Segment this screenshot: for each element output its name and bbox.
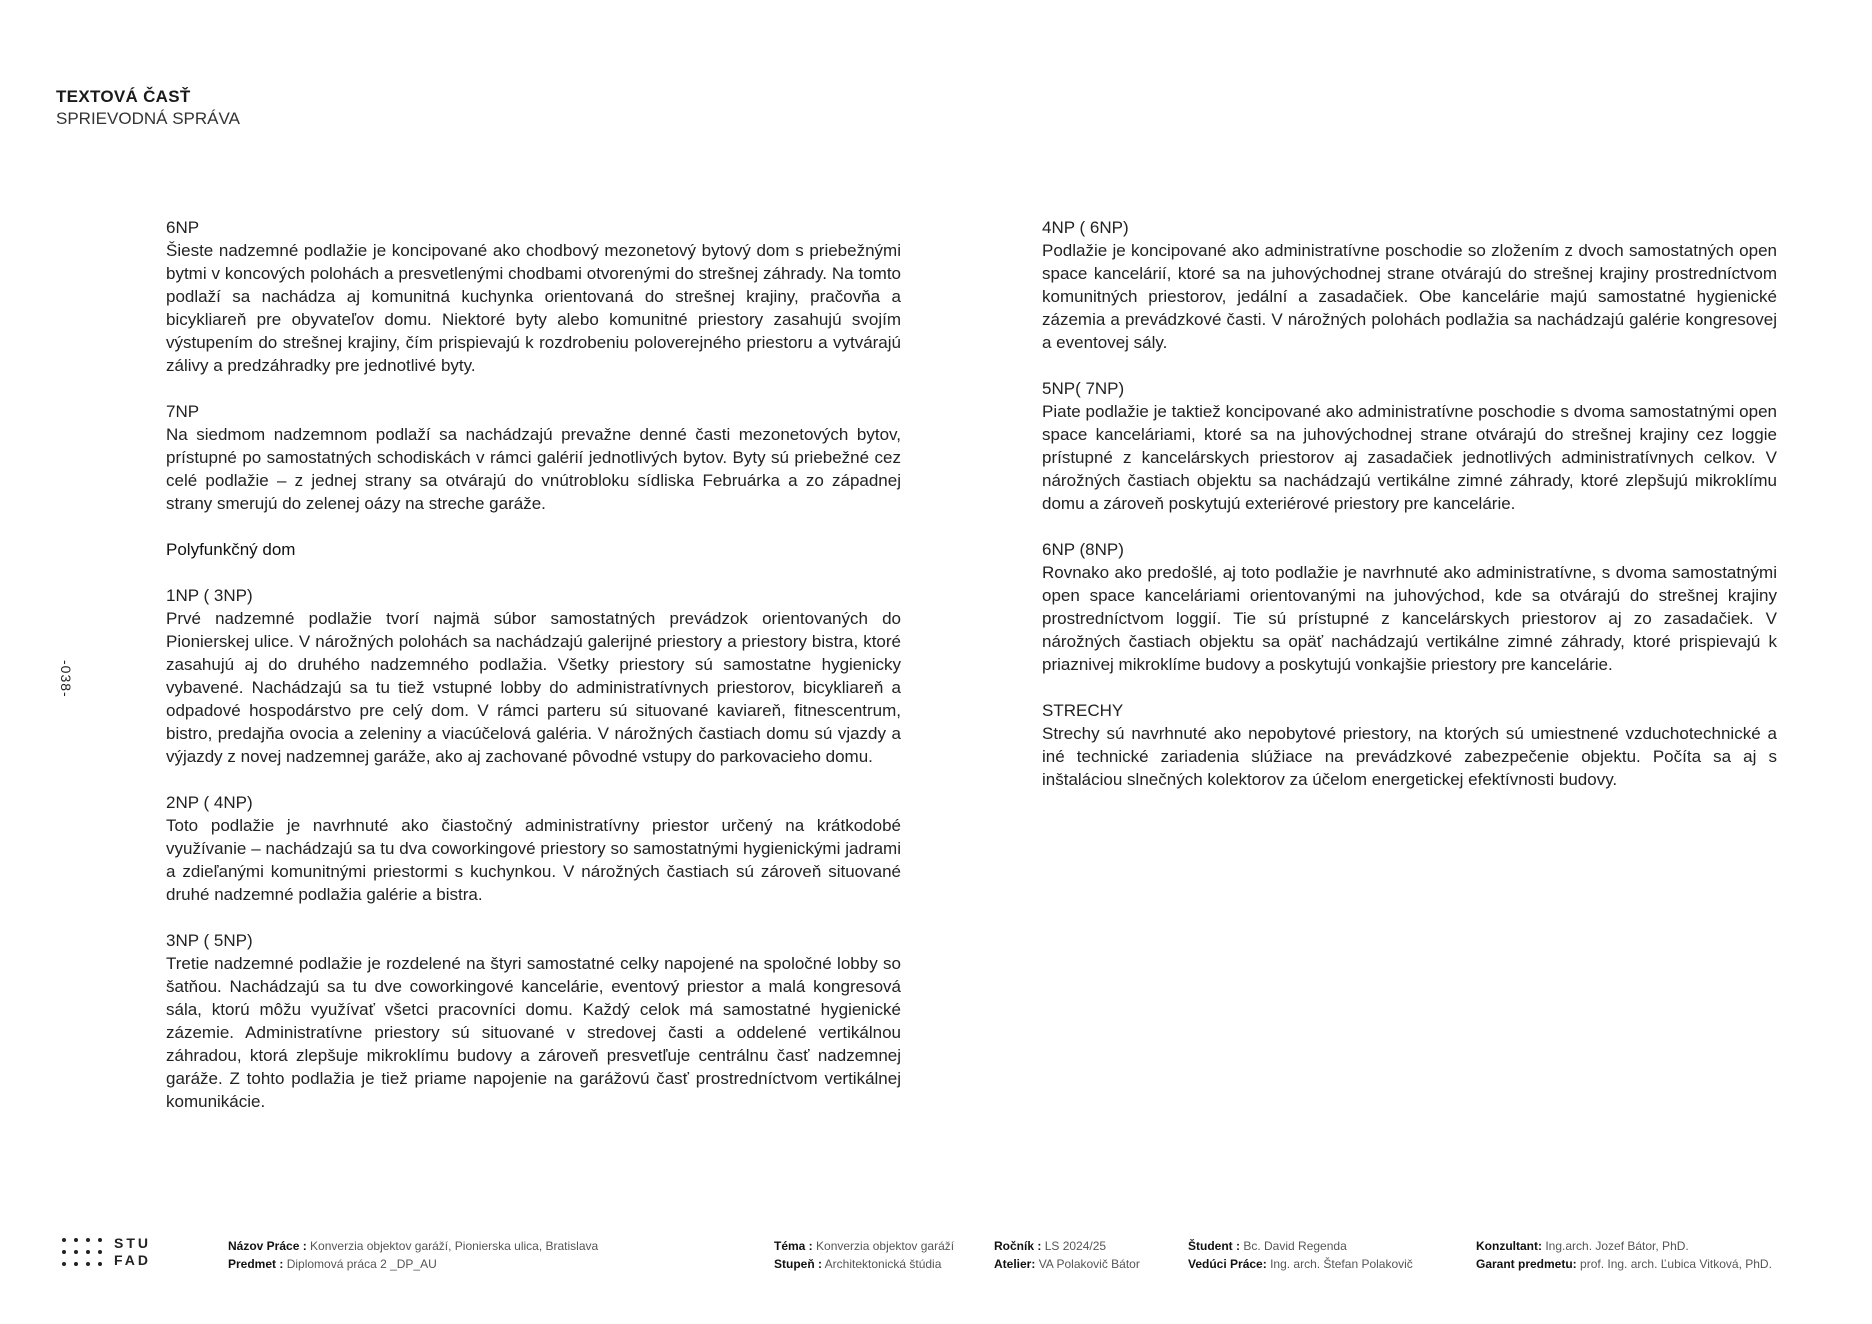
header-title: TEXTOVÁ ČASŤ (56, 87, 191, 106)
header-subtitle: SPRIEVODNÁ SPRÁVA (56, 109, 240, 128)
student-value: Bc. David Regenda (1243, 1239, 1347, 1253)
konzultant-value: Ing.arch. Jozef Bátor, PhD. (1545, 1239, 1689, 1253)
stu-fad-logo (62, 1234, 154, 1274)
section-text: Šieste nadzemné podlažie je koncipované ako chodbový mezonetový bytový dom s priebežnými bytmi v koncových polohách a presvetlenými chodbami otvorenými do strešnej záhrady. Na tomto podlaží sa nachádza aj komunitná kuchynka orientovaná do strešnej krajiny, pračovňa a bicykliareň pre obyvateľov domu. Niektoré byty alebo komunitné priestory zasahujú svojím výstupením do strešnej krajiny, čím prispievajú k rozdrobeniu poloverejného priestoru a vytvárajú zálivy a predzáhradky pre jednotlivé byty. (166, 241, 901, 375)
atelier-label: Atelier: (994, 1257, 1036, 1271)
section-text: Strechy sú navrhnuté ako nepobytové priestory, na ktorých sú umiestnené vzduchotechnické a iné technické zariadenia slúžiace na prevádzkové zabezpečenie objektu. Počíta sa aj s inštaláciou slnečných kolektorov za účelom energetickej efektívnosti budovy. (1042, 724, 1777, 789)
student-label: Študent : (1188, 1239, 1240, 1253)
section-7np (166, 400, 901, 515)
garant-label: Garant predmetu: (1476, 1257, 1577, 1271)
section-1np (166, 584, 901, 768)
section-heading: 4NP ( 6NP) (1042, 218, 1129, 237)
logo-line1: STU (114, 1235, 151, 1251)
predmet-label: Predmet : (228, 1257, 284, 1271)
nazov-label: Názov Práce : (228, 1239, 307, 1253)
page-number: -038- (58, 660, 74, 698)
predmet-value: Diplomová práca 2 _DP_AU (286, 1257, 437, 1271)
section-3np (166, 929, 901, 1113)
right-column (1042, 216, 1777, 814)
nazov-value: Konverzia objektov garáží, Pionierska ulica, Bratislava (310, 1239, 599, 1253)
polyfunkcny-dom-heading: Polyfunkčný dom (166, 540, 296, 559)
footer-nazov-predmet (228, 1237, 598, 1273)
section-text: Na siedmom nadzemnom podlaží sa nachádzajú prevažne denné časti mezonetových bytov, prístupné po samostatných schodiskách v rámci galérií jednotlivých bytov. Byty sú priebežné cez celé podlažie – z jednej strany sa otvárajú do vnútrobloku sídliska Februárka a zo západnej strany smerujú do zelenej oázy na streche garáže. (166, 425, 901, 513)
stupen-value: Architektonická štúdia (824, 1257, 942, 1271)
section-text: Toto podlažie je navrhnuté ako čiastočný administratívny priestor určený na krátkodobé využívanie – nachádzajú sa tu dva coworkingové priestory so samostatnými hygienickými jadrami a zdieľanými komunitnými priestormi s kuchynkou. V nárožných častiach sú zároveň situované druhé nadzemné podlažia galérie a bistra. (166, 816, 901, 904)
section-heading: 2NP ( 4NP) (166, 793, 253, 812)
footer (0, 1234, 1872, 1274)
section-5np (1042, 377, 1777, 515)
stupen-label: Stupeň : (774, 1257, 822, 1271)
dots-icon (62, 1238, 110, 1270)
section-text: Rovnako ako predošlé, aj toto podlažie je navrhnuté ako administratívne, s dvoma samostatnými open space kanceláriami orientovanými na juhovýchod, kde sa otvárajú do strešnej krajiny prostredníctvom loggií. Tie sú prístupné z kancelárskych priestorov aj zo zasadačiek. V nárožných častiach objektu sa opäť nachádzajú vertikálne zimné záhrady, ktoré prispievajú k priaznivej mikroklíme budovy a poskytujú vonkajšie priestory pre kancelárie. (1042, 563, 1777, 674)
atelier-value: VA Polakovič Bátor (1038, 1257, 1140, 1271)
footer-rocnik-atelier (994, 1237, 1140, 1273)
page-header (56, 86, 240, 130)
section-text: Prvé nadzemné podlažie tvorí najmä súbor samostatných prevádzok orientovaných do Pionierskej ulice. V nárožných polohách sa nachádzajú galerijné priestory a priestory bistra, ktoré zasahujú aj do druhého nadzemného podlažia. Všetky priestory sú samostatne hygienicky vybavené. Nachádzajú sa tu tiež vstupné lobby do administratívnych priestorov, bicykliareň a odpadové hospodárstvo pre celý dom. V rámci parteru sú situované kaviareň, fitnescentrum, bistro, predajňa ovocia a zeleniny a viacúčelová galéria. V nárožných častiach domu sú vjazdy a výjazdy z novej nadzemnej garáže, ako aj zachované pôvodné vstupy do parkovacieho domu. (166, 609, 901, 766)
section-heading: 6NP (166, 218, 200, 237)
section-heading: 5NP( 7NP) (1042, 379, 1125, 398)
footer-konzultant-garant (1476, 1237, 1772, 1273)
logo-line2: FAD (114, 1252, 151, 1268)
rocnik-value: LS 2024/25 (1044, 1239, 1107, 1253)
section-4np (1042, 216, 1777, 354)
section-text: Piate podlažie je taktiež koncipované ako administratívne poschodie s dvoma samostatnými open space kanceláriami, ktoré sa na juhovýchodnej strane otvárajú do strešnej krajiny cez loggie prístupné z kancelárskych priestorov aj zasadačiek jednotlivých administratívnych celkov. V nárožných častiach objektu sa nachádzajú vertikálne zimné záhrady, ktoré zlepšujú mikroklímu domu a zároveň poskytujú exteriérové priestory pre kancelárie. (1042, 402, 1777, 513)
section-6np-right (1042, 538, 1777, 676)
left-column (166, 216, 901, 1136)
garant-value: prof. Ing. arch. Ľubica Vitková, PhD. (1580, 1257, 1772, 1271)
section-text: Podlažie je koncipované ako administratívne poschodie so zložením z dvoch samostatných open space kancelárií, ktoré sa na juhovýchodnej strane otvárajú do strešnej krajiny prostredníctvom komunitných priestorov, jedální a zasadačiek. Obe kancelárie majú samostatné hygienické zázemia a prevádzkové časti. V nárožných polohách podlažia sa nachádzajú galérie kongresovej a eventovej sály. (1042, 241, 1777, 352)
rocnik-label: Ročník : (994, 1239, 1042, 1253)
section-2np (166, 791, 901, 906)
tema-label: Téma : (774, 1239, 813, 1253)
section-heading: 3NP ( 5NP) (166, 931, 253, 950)
veduci-label: Vedúci Práce: (1188, 1257, 1267, 1271)
footer-tema-stupen (774, 1237, 954, 1273)
section-text: Tretie nadzemné podlažie je rozdelené na štyri samostatné celky napojené na spoločné lobby so šatňou. Nachádzajú sa tu dve coworkingové kancelárie, eventový priestor a malá kongresová sála, ktorú môžu využívať všetci pracovníci domu. Každý celok má samostatné hygienické zázemie. Administratívne priestory sú situované v stredovej časti a oddelené vertikálnou záhradou, ktorá zlepšuje mikroklímu budovy a zároveň presvetľuje centrálnu časť nadzemnej garáže. Z tohto podlažia je tiež priame napojenie na garážovú časť prostredníctvom vertikálnej komunikácie. (166, 954, 901, 1111)
section-strechy (1042, 699, 1777, 791)
footer-student-veduci (1188, 1237, 1413, 1273)
section-heading: 1NP ( 3NP) (166, 586, 253, 605)
section-heading: 6NP (8NP) (1042, 540, 1124, 559)
veduci-value: Ing. arch. Štefan Polakovič (1270, 1257, 1413, 1271)
section-6np (166, 216, 901, 377)
section-heading: STRECHY (1042, 701, 1124, 720)
section-heading: 7NP (166, 402, 200, 421)
tema-value: Konverzia objektov garáží (816, 1239, 955, 1253)
logo-text (114, 1235, 151, 1269)
konzultant-label: Konzultant: (1476, 1239, 1542, 1253)
